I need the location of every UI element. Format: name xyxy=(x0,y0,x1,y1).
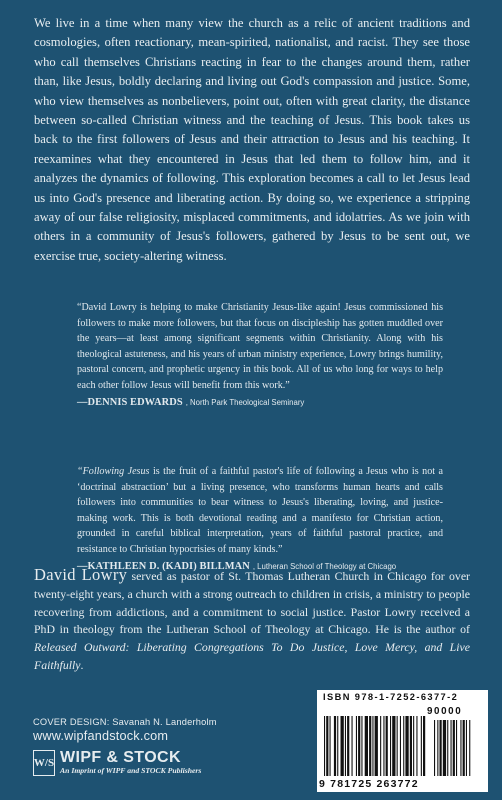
barcode-bar xyxy=(358,716,360,776)
barcode-bar xyxy=(334,716,336,776)
barcode-bar xyxy=(372,716,373,776)
barcode-addon-bar xyxy=(447,720,448,776)
barcode-addon-bar xyxy=(434,720,435,776)
barcode-bar xyxy=(421,716,422,776)
author-bio-text: served as pastor of St. Thomas Lutheran Church in Chicago for over twenty-eight years, a church with a strong outreach to children in crisis, a ministry to people recovering from addictions, and a commitment to social justice. Pastor Lowry received a PhD in theology from the Lutheran School of Theology at Chicago. He is the author of xyxy=(34,569,470,637)
author-bio xyxy=(34,566,470,675)
endorser-affiliation: , Lutheran School of Theology at Chicago xyxy=(252,561,397,571)
barcode-bar xyxy=(383,716,384,776)
barcode-bar xyxy=(423,716,425,776)
barcode-bar xyxy=(369,716,371,776)
barcode-bar xyxy=(397,716,398,776)
barcode-addon-bar xyxy=(440,720,442,776)
author-name: David Lowry xyxy=(34,565,128,584)
barcode-bar xyxy=(386,716,388,776)
barcode-bar xyxy=(356,716,357,776)
barcode-addon-bar xyxy=(443,720,446,776)
endorsement-billman xyxy=(77,464,443,574)
barcode-addon-bar xyxy=(463,720,465,776)
barcode-addon-bar xyxy=(453,720,455,776)
barcode-bar xyxy=(410,716,412,776)
book-blurb: We live in a time when many view the church as a relic of ancient traditions and cosmologies, often reactionary, mean-spirited, nationalist, and racist. They see those who call themselves Christians reacting in fear to the changes around them, rather than, like Jesus, boldly declaring and living out God's compassion and justice. Some, who view themselves as nonbelievers, point out, often with great clarity, the distance between so-called Christian witness and the teaching of Jesus. This book takes us back to the first followers of Jesus and their attraction to Jesus and his teaching. It reexamines what they encountered in Jesus that led them to follow him, and it analyzes the dynamics of following. This exploration becomes a call to let Jesus lead us into God's presence and liberating action. By doing so, we experience a stripping away of our false religiosity, misplaced commitments, and idolatries. As we join with others in a community of Jesus's followers, gathered by Jesus to be sent out, we exercise true, society-altering witness. xyxy=(34,16,470,263)
barcode-addon-bar xyxy=(451,720,452,776)
endorsement-edwards xyxy=(77,300,443,410)
barcode-bar xyxy=(400,716,401,776)
cover-design-credit: COVER DESIGN: Savanah N. Landerholm xyxy=(33,717,217,727)
publisher-name: WIPF & STOCK xyxy=(60,749,181,766)
barcode-addon-bar xyxy=(437,720,438,776)
endorsement-attribution xyxy=(77,395,443,411)
credits xyxy=(33,717,217,743)
barcode-bar xyxy=(326,716,328,776)
barcode-bar xyxy=(416,716,417,776)
endorsement-lead: “Following Jesus xyxy=(77,466,150,477)
price-code: 90000 xyxy=(427,706,463,717)
isbn-barcode xyxy=(317,690,488,792)
barcode-bar xyxy=(375,716,378,776)
barcode-digits: 9 781725 263772 xyxy=(319,778,419,790)
isbn-text: ISBN 978-1-7252-6377-2 xyxy=(323,692,459,702)
endorser-name: —KATHLEEN D. (KADI) BILLMAN xyxy=(77,560,250,572)
barcode-addon-bar xyxy=(466,720,467,776)
barcode-bar xyxy=(390,716,391,776)
barcode-bar xyxy=(352,716,353,776)
endorser-name: —DENNIS EDWARDS xyxy=(77,396,183,408)
barcode-bar xyxy=(345,716,346,776)
barcode-bar xyxy=(403,716,404,776)
barcode-bar xyxy=(341,716,344,776)
endorsement-text: is the fruit of a faithful pastor's life of following a Jesus who is not a ‘doctrinal abstraction’ but a living presence, who transforms human hearts and calls followers into communities to bear witness to Jesus's liberating, loving, and justice-making work. This is both devotional reading and a manifesto for Christian action, grounded in careful biblical interpretation, years of faithful pastoral practice, and resistance to Christian hypocrisies of many kinds.” xyxy=(77,466,444,555)
barcode-bar xyxy=(337,716,338,776)
publisher-logo-icon: W/S xyxy=(33,750,55,776)
publisher-website: www.wipfandstock.com xyxy=(33,729,169,743)
barcode-bar xyxy=(405,716,408,776)
author-bio-end: . xyxy=(80,657,84,672)
publisher-imprint: An Imprint of WIPF and STOCK Publishers xyxy=(60,766,202,775)
barcode-bar xyxy=(392,716,395,776)
barcode-bar xyxy=(330,716,331,776)
barcode-addon-bar xyxy=(456,720,457,776)
barcode-addon-bar xyxy=(469,720,470,776)
endorsement-text: “David Lowry is helping to make Christianity Jesus-like again! Jesus commissioned his followers to make more followers, but that focus on discipleship has gotten muddled over the years—at least among significant segments within Christianity. Along with his theological astuteness, and his years of urban ministry experience, Lowry brings humility, pastoral concern, and prophetic urgency in this book. All of us who long for ways to help each other follow Jesus will benefit from this work.” xyxy=(77,302,443,391)
endorser-affiliation: , North Park Theological Seminary xyxy=(185,397,305,407)
barcode-bar xyxy=(413,716,414,776)
barcode-bar xyxy=(324,716,325,776)
barcode-bar xyxy=(365,716,368,776)
publisher-logo-block xyxy=(33,749,201,776)
barcode-bars xyxy=(322,716,482,778)
author-book-title: Released Outward: Liberating Congregations To Do Justice, Love Mercy, and Live Faithfully xyxy=(34,640,470,672)
barcode-bar xyxy=(361,716,362,776)
barcode-addon-bar xyxy=(460,720,461,776)
barcode-bar xyxy=(347,716,349,776)
barcode-bar xyxy=(380,716,381,776)
